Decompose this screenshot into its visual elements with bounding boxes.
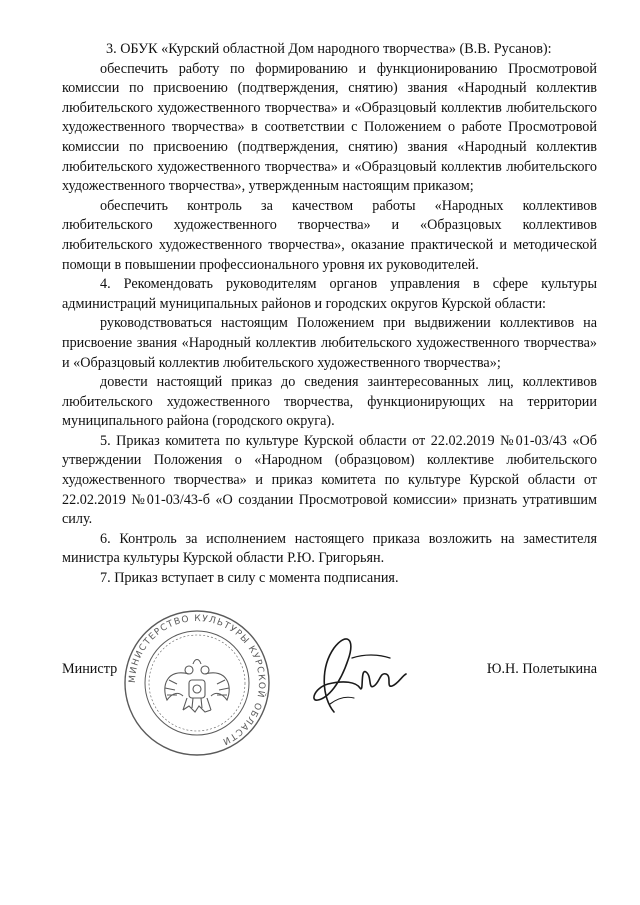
signer-name: Ю.Н. Полетыкина [486, 661, 597, 677]
paragraph-quality-control: обеспечить контроль за качеством работы «Народных коллективов любительского художественного творчества» и «Образцовых коллективов любительского художественного творчества», оказание практической и методической помощи в повышении профессионального уровня их руководителей. [62, 197, 597, 273]
paragraph-guidance: руководствоваться настоящим Положением при выдвижении коллективов на присвоение звания «Народный коллектив любительского художественного творчества» и «Образцовый коллектив любительского художественного творчества»; [62, 315, 597, 371]
seal-lettering: МИНИСТЕРСТВО КУЛЬТУРЫ КУРСКОЙ ОБЛАСТИ [127, 613, 267, 747]
paragraph-item-6: 6. Контроль за исполнением настоящего приказа возложить на заместителя министра культуры Курской области Р.Ю. Григорьян. [62, 530, 597, 567]
state-emblem-seal-icon [117, 608, 277, 758]
signer-role: Министр [62, 661, 118, 677]
paragraph-item-5: 5. Приказ комитета по культуре Курской области от 22.02.2019 №01-03/43 «Об утверждении Положения о «Народном (образцовом) коллективе любительского художественного творчества» и приказ комитета по культуре Курской области от 22.02.2019 №01-03/43-б «О создании Просмотровой комиссии» признать утратившим силу. [62, 432, 597, 528]
paragraph-notify: довести настоящий приказ до сведения заинтересованных лиц, коллективов любительского художественного творчества, функционирующих на территории муниципального района (городского округа). [62, 374, 597, 430]
paragraph-item-3: 3. ОБУК «Курский областной Дом народного творчества» (В.В. Русанов): [106, 41, 552, 57]
signature-block [62, 608, 597, 758]
paragraph-commission-work: обеспечить работу по формированию и функционированию Просмотровой комиссии по присвоению (подтверждения, снятию) звания «Народный коллектив любительского художественного творчества» и «Образцовый коллектив любительского художественного творчества» в соответствии с Положением о работе Просмотровой комиссии по присвоению (подтверждения, снятию) звания «Народный коллектив любительского художественного творчества» и «Образцовый коллектив любительского художественного творчества», утвержденным настоящим приказом; [62, 60, 597, 195]
paragraph-item-4: 4. Рекомендовать руководителям органов управления в сфере культуры администраций муниципальных районов и городских округов Курской области: [62, 276, 597, 312]
order-text [62, 40, 597, 589]
signature-mark [294, 628, 414, 718]
paragraph-item-7: 7. Приказ вступает в силу с момента подписания. [100, 570, 399, 587]
